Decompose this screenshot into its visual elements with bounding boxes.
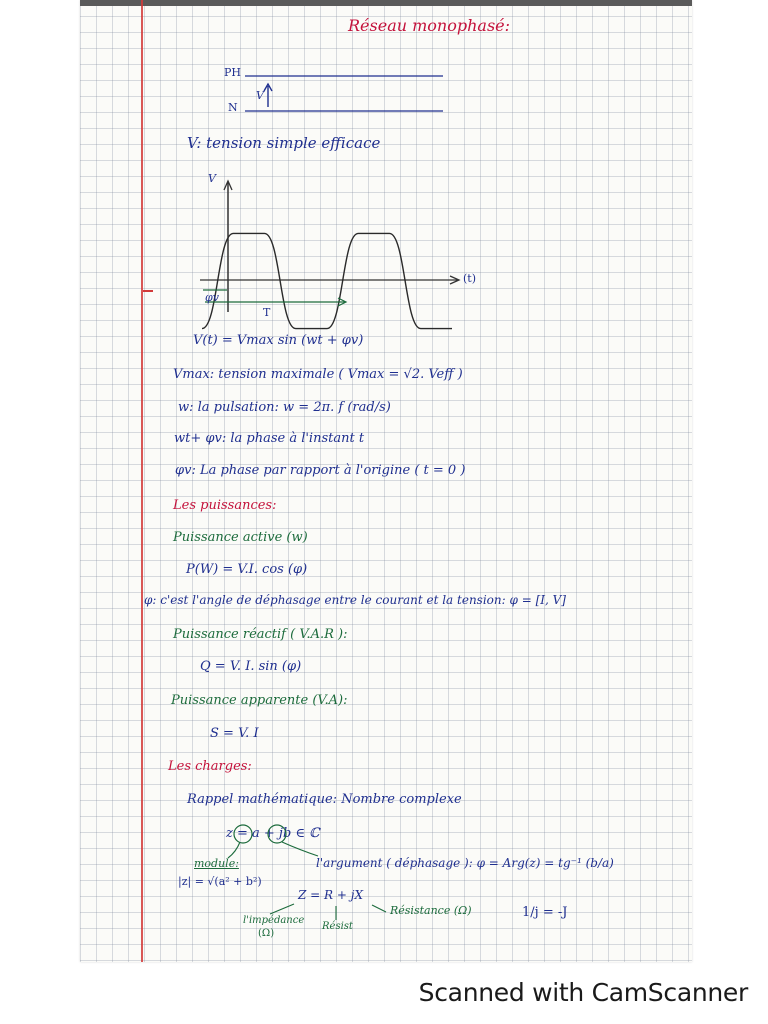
p-reactive-label: Puissance réactif ( V.A.R ): xyxy=(173,627,348,642)
phase-label: PH xyxy=(224,66,241,79)
chart-y-label: V xyxy=(208,172,216,185)
p-active-label: Puissance active (w) xyxy=(173,530,308,545)
neutral-label: N xyxy=(228,101,238,114)
chart-period-label: T xyxy=(263,306,271,319)
module-label: module: xyxy=(194,857,239,870)
impedance-unit: (Ω) xyxy=(258,928,275,939)
resist-label: Résist xyxy=(322,921,353,932)
p-active-eq: P(W) = V.I. cos (φ) xyxy=(186,562,308,577)
margin-line xyxy=(141,0,143,962)
rappel-line: Rappel mathématique: Nombre complexe xyxy=(187,792,462,807)
scan-edge xyxy=(80,0,692,6)
notebook-page xyxy=(80,0,692,962)
p-reactive-eq: Q = V. I. sin (φ) xyxy=(200,659,302,674)
argument-eq: l'argument ( déphasage ): φ = Arg(z) = tg⁻¹ (b/a) xyxy=(316,856,614,870)
margin-tick xyxy=(143,290,153,292)
phase-instant-line: wt+ φv: la phase à l'instant t xyxy=(174,431,365,446)
vmax-line: Vmax: tension maximale ( Vmax = √2. Veff ) xyxy=(173,367,463,382)
section-charges: Les charges: xyxy=(168,759,252,774)
p-apparent-eq: S = V. I xyxy=(210,726,259,741)
complex-eq: z = a + jb ∈ ℂ xyxy=(226,826,320,841)
eq-vt: V(t) = Vmax sin (wt + φv) xyxy=(193,333,364,348)
scanner-watermark: Scanned with CamScanner xyxy=(418,978,748,1007)
pulsation-line: w: la pulsation: w = 2π. f (rad/s) xyxy=(178,400,391,415)
phase-origin-line: φv: La phase par rapport à l'origine ( t = 0 ) xyxy=(175,463,466,478)
p-apparent-label: Puissance apparente (V.A): xyxy=(171,693,348,708)
impedance-eq: Z = R + jX xyxy=(298,888,364,902)
phi-definition: φ: c'est l'angle de déphasage entre le courant et la tension: φ = [I, V] xyxy=(144,593,566,607)
impedance-label: l'impédance xyxy=(243,915,305,926)
section-puissances: Les puissances: xyxy=(173,498,277,513)
module-eq: |z| = √(a² + b²) xyxy=(178,875,262,888)
inverse-j-eq: 1/j = -J xyxy=(522,905,568,920)
chart-phi-label: φv xyxy=(205,291,219,304)
page-title: Réseau monophasé: xyxy=(348,16,511,35)
voltage-arrow-label: V xyxy=(256,89,264,102)
v-definition: V: tension simple efficace xyxy=(187,134,381,152)
chart-x-label: (t) xyxy=(463,272,477,285)
reactance-label: Résistance (Ω) xyxy=(390,904,472,917)
